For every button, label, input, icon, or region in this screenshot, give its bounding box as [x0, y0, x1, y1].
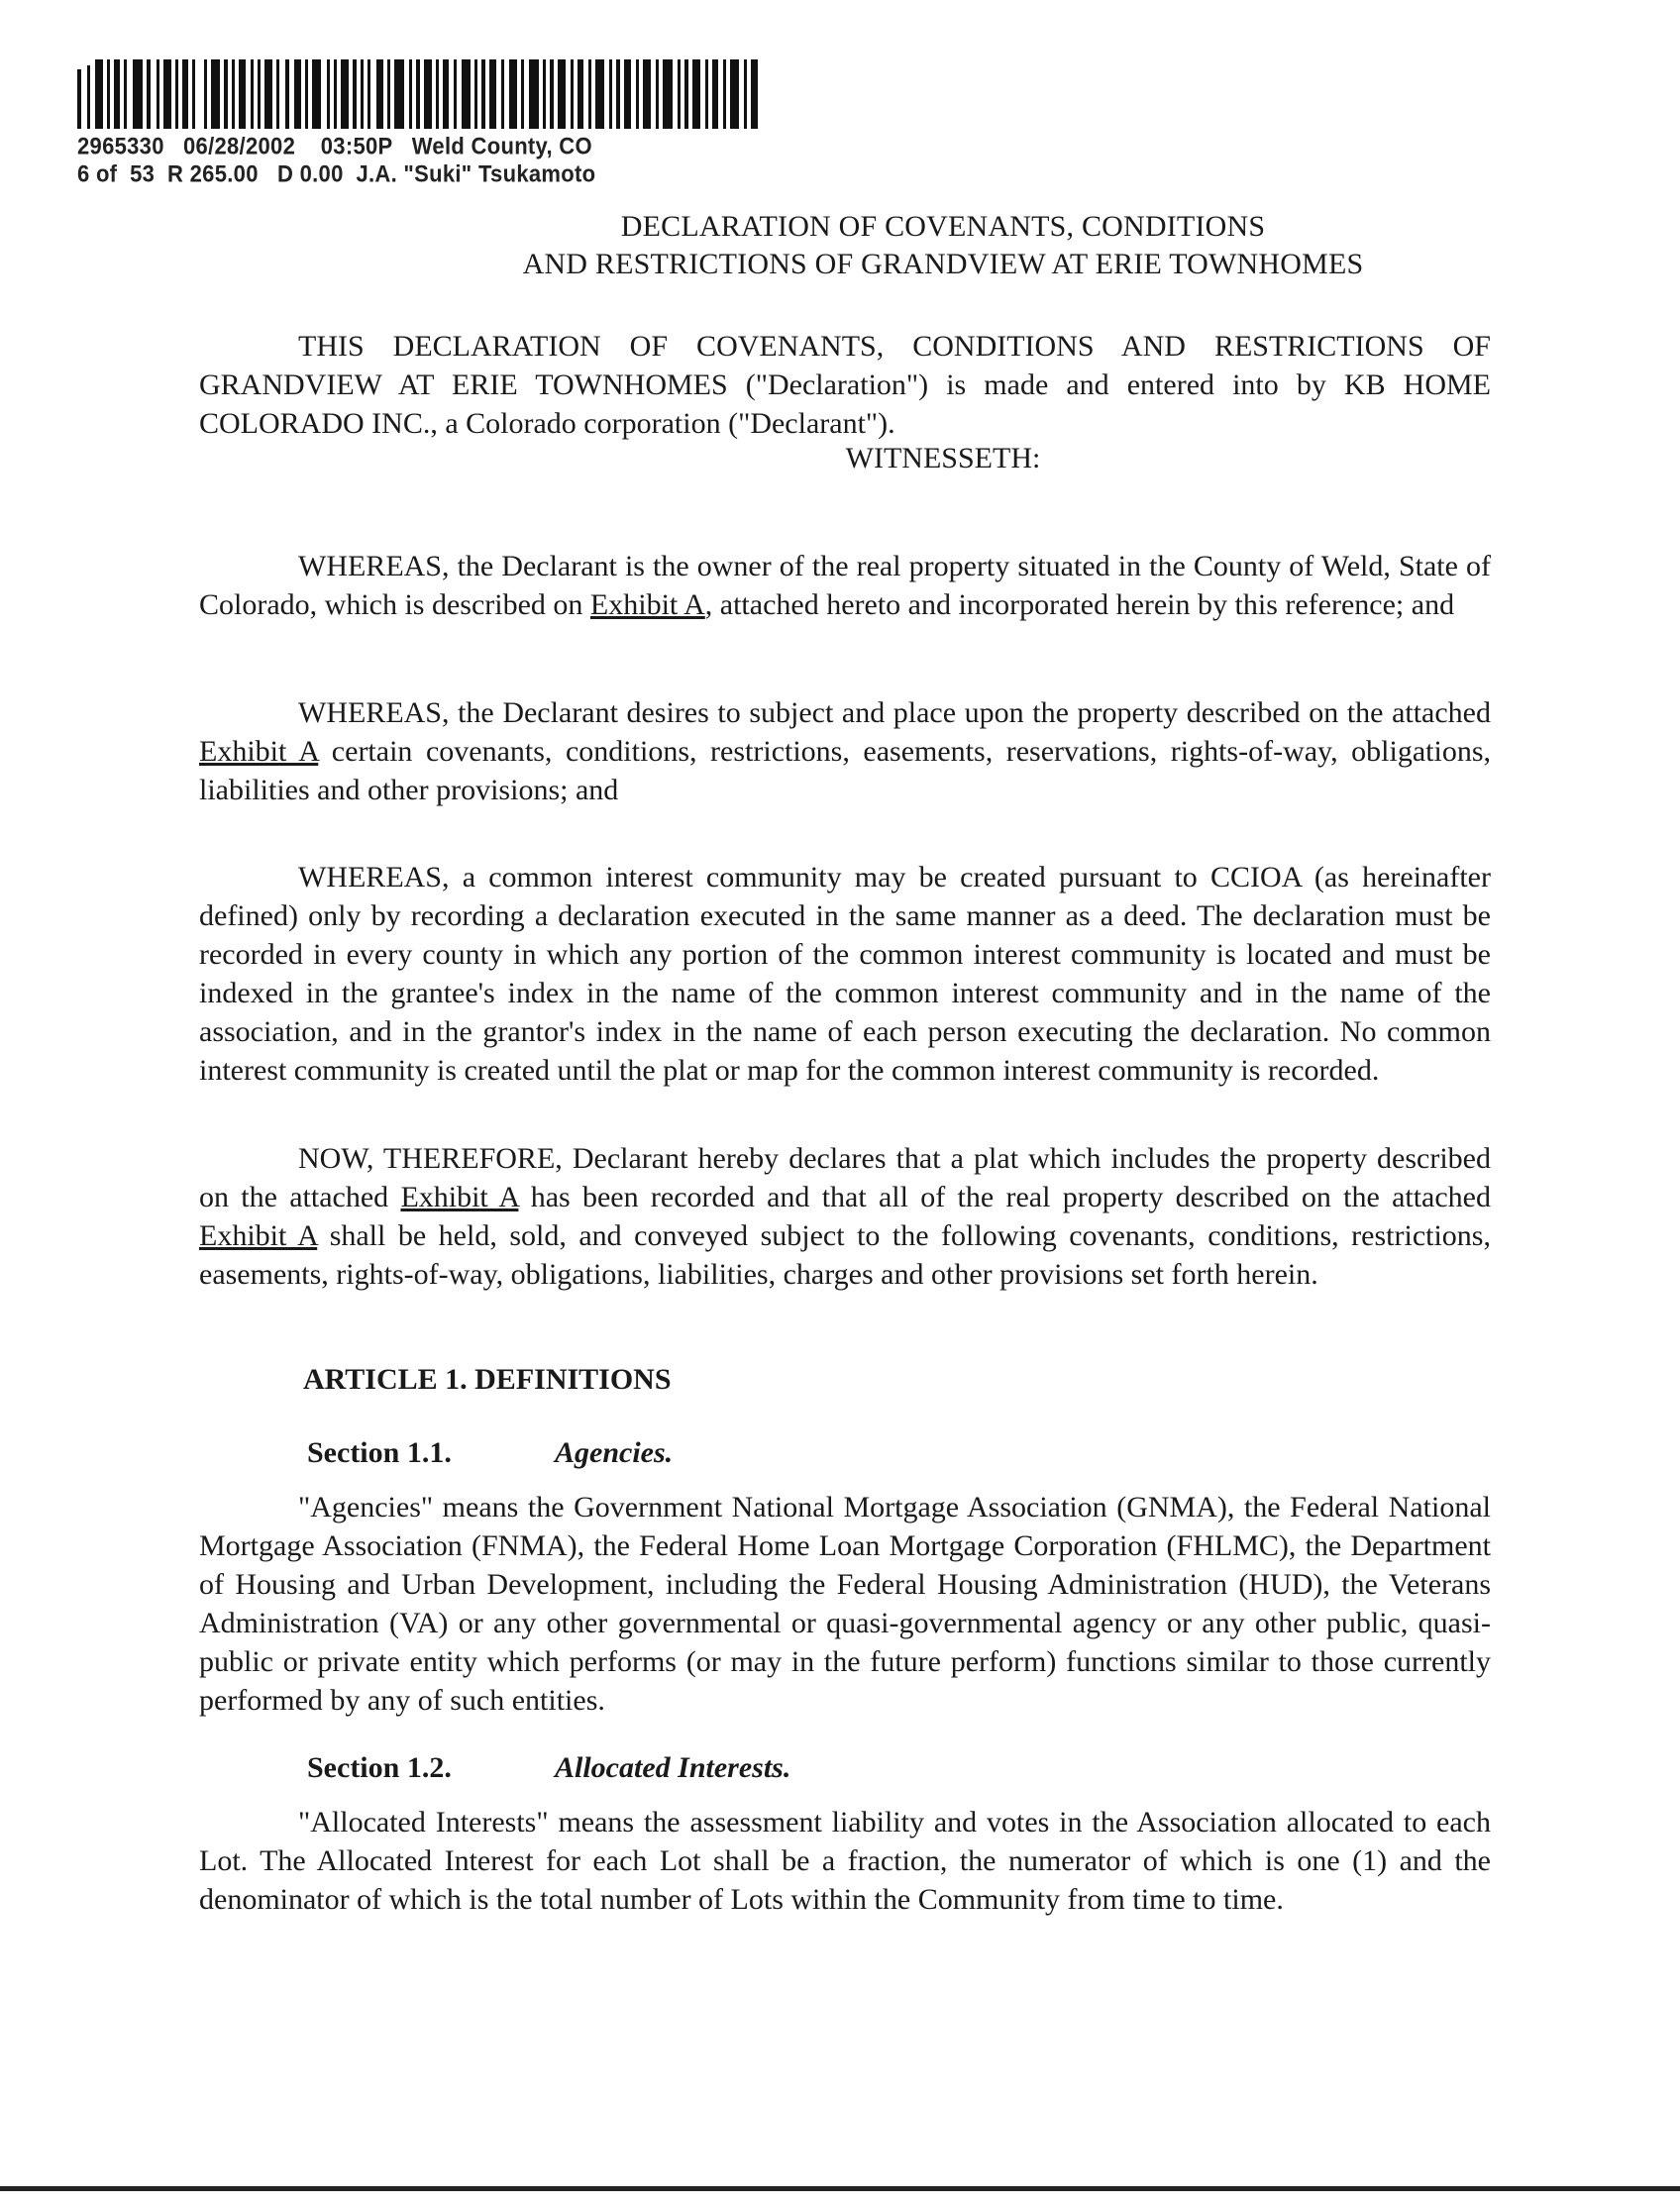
intro-paragraph: [199, 327, 1491, 443]
documentary-fee: D 0.00: [277, 160, 344, 187]
section-number: Section 1.2.: [307, 1751, 452, 1784]
recording-county: Weld County, CO: [411, 133, 592, 159]
whereas1-text-a: WHEREAS, the Declarant is the owner of the real property situated in the County of Weld, State of Colorado, which is described on: [199, 550, 1491, 621]
recording-stamp-line-2: [77, 160, 595, 188]
whereas1-text-b: , attached hereto and incorporated herein by this reference; and: [704, 588, 1455, 621]
recording-time: 03:50P: [320, 133, 393, 159]
article-1-heading: ARTICLE 1. DEFINITIONS: [303, 1363, 672, 1396]
section-1-1-heading: [307, 1436, 673, 1470]
intro-text: THIS DECLARATION OF COVENANTS, CONDITIONS AND RESTRICTIONS OF GRANDVIEW AT ERIE TOWNHOMES ("Declaration") is made and entered into by KB HOME COLORADO INC., a Colorado corporation ("Declarant").: [199, 330, 1491, 440]
whereas2-text-a: WHEREAS, the Declarant desires to subject and place upon the property described on the attached: [298, 696, 1491, 729]
section-1-2-heading: [307, 1751, 790, 1785]
whereas-paragraph-1: [199, 547, 1491, 624]
now-therefore-paragraph: [199, 1139, 1491, 1294]
witnesseth-heading: WITNESSETH:: [845, 442, 1041, 474]
page-bottom-rule: [0, 2186, 1680, 2191]
section-1-2-body: [199, 1803, 1491, 1919]
now-text-a: NOW, THEREFORE, Declarant hereby declares that a plat which includes the property described on the attached: [199, 1142, 1491, 1213]
section-name: Agencies.: [555, 1436, 674, 1469]
exhibit-a-reference: Exhibit A: [199, 1219, 318, 1252]
whereas3-text: WHEREAS, a common interest community may be created pursuant to CCIOA (as hereinafter defined) only by recording a declaration executed in the same manner as a deed. The declaration must be recorded in every county in which any portion of the common interest community is located and must be indexed in the grantee's index in the name of the common interest community and in the name of the association, and in the grantor's index in the name of each person executing the declaration. No common interest community is created until the plat or map for the common interest community is recorded.: [199, 861, 1491, 1087]
document-title-line-1: DECLARATION OF COVENANTS, CONDITIONS: [620, 210, 1266, 243]
section-number: Section 1.1.: [307, 1436, 452, 1469]
recorder-name: J.A. "Suki" Tsukamoto: [356, 160, 596, 187]
section-name: Allocated Interests.: [555, 1751, 791, 1784]
recording-date: 06/28/2002: [183, 133, 296, 159]
recording-stamp-line-1: [77, 133, 592, 160]
now-text-b: has been recorded and that all of the real property described on the attached: [518, 1181, 1491, 1213]
section-1-2-text: "Allocated Interests" means the assessment liability and votes in the Association allocated to each Lot. The Allocated Interest for each Lot shall be a fraction, the numerator of which is one (1) and the denominator of which is the total number of Lots within the Community from time to time.: [199, 1806, 1491, 1916]
now-text-c: shall be held, sold, and conveyed subject to the following covenants, conditions, restrictions, easements, rights-of-way, obligations, liabilities, charges and other provisions set forth herein.: [199, 1219, 1491, 1291]
page-count: 6 of 53: [77, 160, 156, 187]
section-1-1-text: "Agencies" means the Government National Mortgage Association (GNMA), the Federal National Mortgage Association (FNMA), the Federal Home Loan Mortgage Corporation (FHLMC), the Department of Housing and Urban Development, including the Federal Housing Administration (HUD), the Veterans Administration (VA) or any other governmental or quasi-governmental agency or any other public, quasi-public or private entity which performs (or may in the future perform) functions similar to those currently performed by any of such entities.: [199, 1491, 1491, 1717]
exhibit-a-reference: Exhibit A: [199, 735, 319, 768]
recording-barcode: [77, 55, 761, 137]
whereas-paragraph-3: [199, 858, 1491, 1090]
exhibit-a-reference: Exhibit A: [400, 1181, 519, 1213]
section-1-1-body: [199, 1488, 1491, 1720]
document-title-line-2: AND RESTRICTIONS OF GRANDVIEW AT ERIE TOWNHOMES: [522, 248, 1364, 280]
whereas-paragraph-2: [199, 693, 1491, 809]
exhibit-a-reference: Exhibit A: [589, 588, 705, 621]
recording-fee: R 265.00: [167, 160, 259, 187]
whereas2-text-b: certain covenants, conditions, restrictions, easements, reservations, rights-of-way, obligations, liabilities and other provisions; and: [199, 735, 1491, 806]
reception-number: 2965330: [77, 133, 164, 159]
